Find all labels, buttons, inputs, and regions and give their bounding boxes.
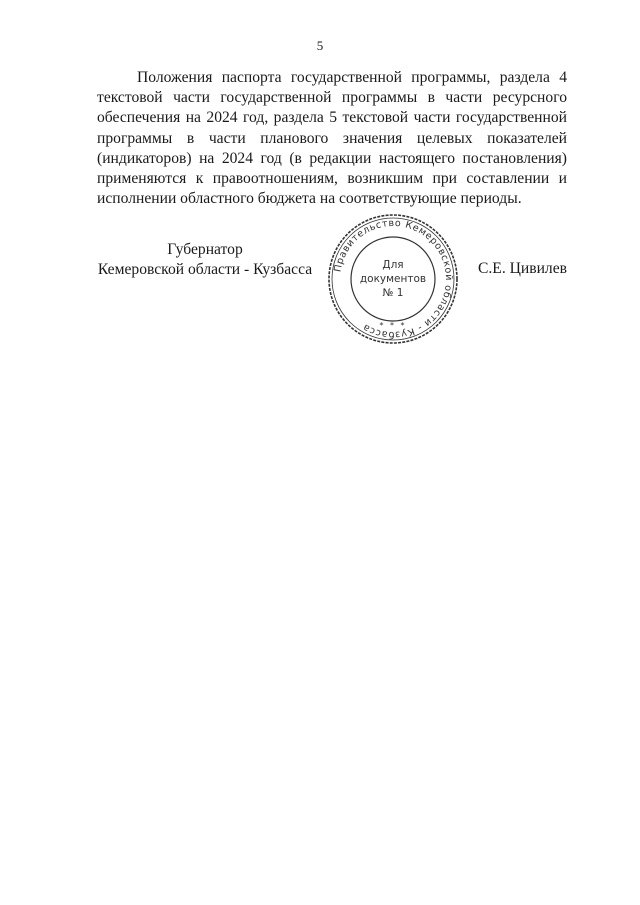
- seal-ring-textpath: Правительство Кемеровской области - Кузбасса: [332, 217, 455, 341]
- signer-position-line1: Губернатор: [167, 241, 243, 258]
- signer-position-line2: Кемеровской области - Кузбасса: [97, 261, 313, 278]
- signature-block: [0, 217, 640, 350]
- seal-center-line3: № 1: [382, 287, 404, 299]
- page-number: 5: [316, 38, 324, 53]
- seal-graphic: [326, 212, 460, 346]
- official-seal: [326, 212, 460, 346]
- signer-name: С.Е. Цивилев: [478, 260, 568, 277]
- signer-position: [95, 240, 315, 280]
- seal-stars: * * *: [379, 321, 407, 330]
- seal-center-line2: документов: [359, 273, 427, 285]
- seal-center-line1: Для: [382, 259, 404, 271]
- body-paragraph: Положения паспорта государственной программы, раздела 4 текстовой части государственной программы в части ресурсного обеспечения на 2024 год, раздела 5 текстовой части государственной программы в части планового значения целевых показателей (индикаторов) на 2024 год (в редакции настоящего постановления) применяются к правоотношениям, возникшим при составлении и исполнении областного бюджета на соответствующие периоды.: [97, 69, 567, 208]
